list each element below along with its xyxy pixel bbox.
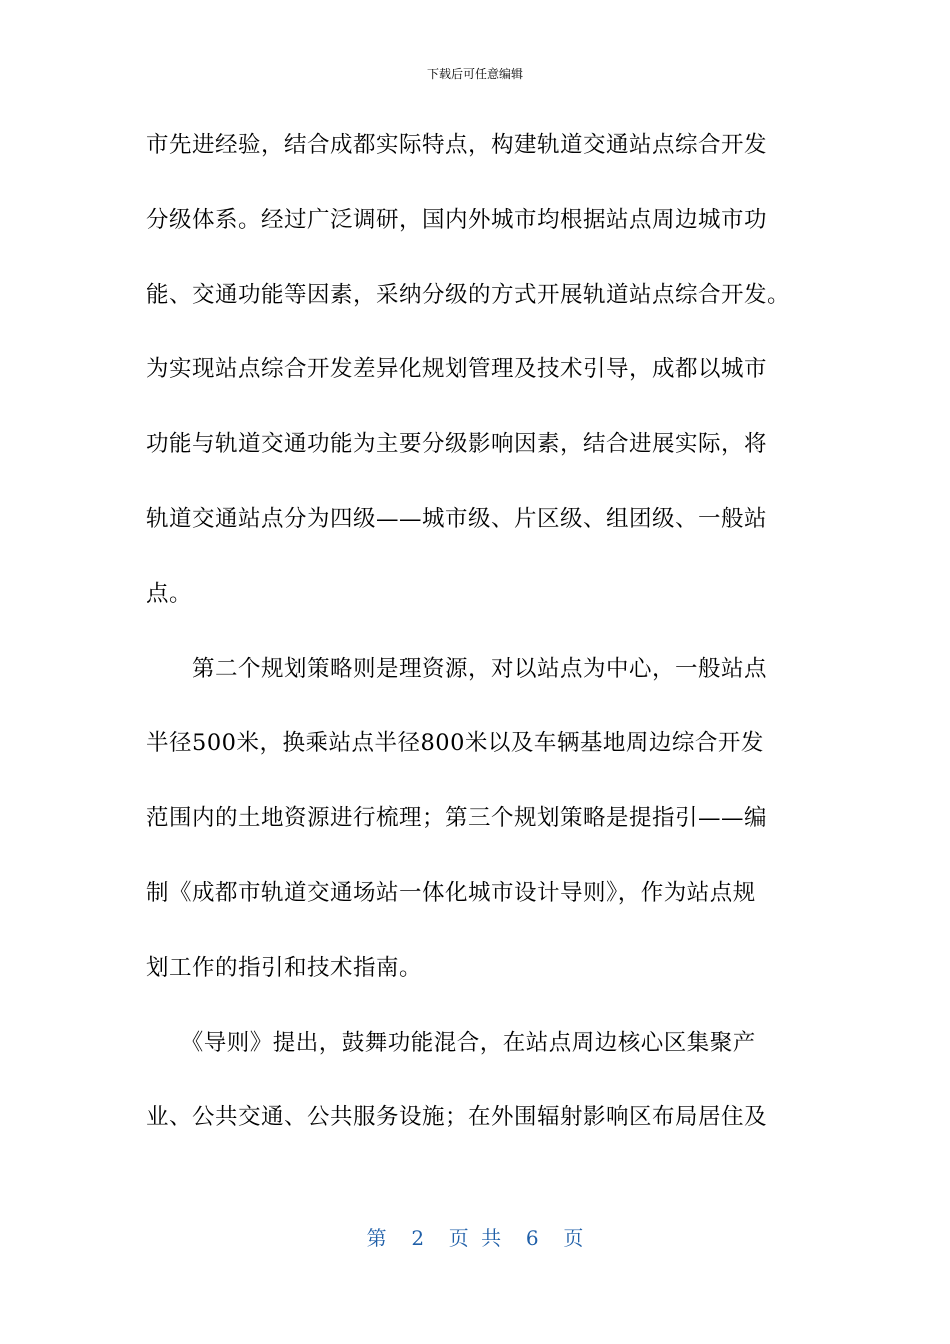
text-line: 划工作的指引和技术指南。 [146,954,423,981]
text-line: 轨道交通站点分为四级——城市级、片区级、组团级、一般站 [146,505,768,532]
document-body [146,122,806,1169]
page-header: 下载后可任意编辑 [426,67,523,81]
text-line: 为实现站点综合开发差异化规划管理及技术引导，成都以城市 [146,356,768,383]
text-line: 第二个规划策略则是理资源，对以站点为中心，一般站点 [146,655,768,682]
text-line: 点。 [146,580,193,607]
text-line: 《导则》提出，鼓舞功能混合，在站点周边核心区集聚产 [146,1029,756,1056]
page-number: 第 2 页 共 6 页 [366,1226,584,1250]
text-line: 制《成都市轨道交通场站一体化城市设计导则》，作为站点规 [146,879,756,906]
text-line: 分级体系。经过广泛调研，国内外城市均根据站点周边城市功 [146,206,768,233]
text-line: 能、交通功能等因素，采纳分级的方式开展轨道站点综合开发。 [146,281,791,308]
text-line: 业、公共交通、公共服务设施；在外围辐射影响区布局居住及 [146,1104,768,1131]
text-line: 范围内的土地资源进行梳理；第三个规划策略是提指引——编 [146,805,768,832]
text-line: 半径500米，换乘站点半径800米以及车辆基地周边综合开发 [146,730,764,757]
text-line: 功能与轨道交通功能为主要分级影响因素，结合进展实际，将 [146,431,768,458]
text-line: 市先进经验，结合成都实际特点，构建轨道交通站点综合开发 [146,132,768,158]
